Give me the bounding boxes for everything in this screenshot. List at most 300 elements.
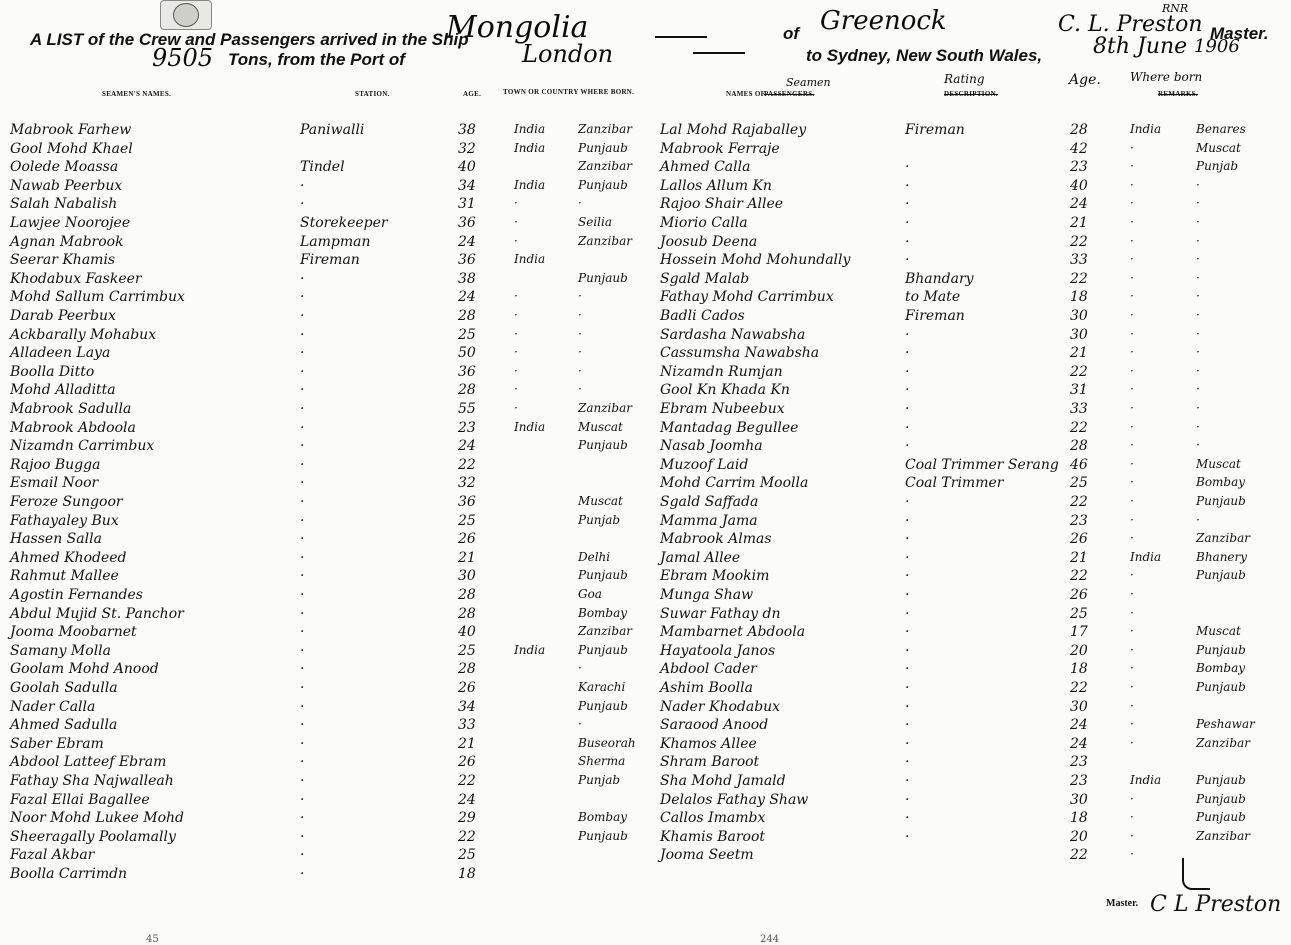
cell-age2: 23 bbox=[1070, 159, 1088, 176]
cell-c2: Karachi bbox=[578, 680, 626, 694]
cell-age: 24 bbox=[458, 438, 476, 455]
col-names-added: Seamen bbox=[786, 76, 831, 89]
cell-name2: Mabrook Ferraje bbox=[660, 140, 780, 157]
cell-station: · bbox=[300, 661, 305, 678]
manifest-row bbox=[0, 271, 1291, 289]
cell-name: Ackbarally Mohabux bbox=[10, 326, 157, 343]
cell-r2: Muscat bbox=[1196, 624, 1241, 639]
cell-r2: · bbox=[1196, 215, 1200, 229]
cell-name2: Ebram Nubeebux bbox=[660, 401, 785, 417]
bottom-mark-1: 45 bbox=[146, 934, 159, 945]
cell-c2: Zanzibar bbox=[578, 401, 632, 415]
cell-c1: · bbox=[514, 326, 518, 341]
cell-station: Storekeeper bbox=[300, 215, 388, 231]
cell-age: 36 bbox=[458, 494, 476, 510]
date-year: 1906 bbox=[1194, 36, 1240, 57]
cell-station: · bbox=[300, 345, 305, 362]
from-port: London bbox=[522, 40, 614, 68]
cell-name2: Jamal Allee bbox=[660, 549, 741, 566]
cell-name: Mabrook Sadulla bbox=[10, 401, 132, 417]
cell-rating: · bbox=[905, 326, 910, 343]
cell-r1: · bbox=[1130, 308, 1134, 322]
manifest-row bbox=[0, 178, 1291, 196]
cell-station: · bbox=[300, 642, 305, 659]
cell-c2: Goa bbox=[578, 587, 602, 601]
cell-age: 21 bbox=[458, 735, 476, 752]
cell-name: Fazal Akbar bbox=[10, 847, 95, 864]
cell-r1: · bbox=[1130, 680, 1134, 694]
cell-name: Nawab Peerbux bbox=[10, 177, 123, 194]
cell-age2: 28 bbox=[1070, 122, 1088, 138]
col-age: AGE. bbox=[463, 90, 482, 98]
cell-rating: · bbox=[905, 494, 910, 510]
cell-rating: · bbox=[905, 363, 910, 380]
cell-rating: · bbox=[905, 345, 910, 362]
cell-r2: Punjaub bbox=[1196, 773, 1246, 787]
cell-name: Fathay Sha Najwalleah bbox=[10, 773, 174, 789]
cell-r2: Zanzibar bbox=[1196, 735, 1250, 750]
cell-name: Ahmed Sadulla bbox=[10, 717, 118, 734]
cell-name2: Sardasha Nawabsha bbox=[660, 326, 806, 343]
cell-c2: Punjab bbox=[578, 773, 621, 787]
cell-r1: · bbox=[1130, 810, 1134, 825]
cell-r1: · bbox=[1130, 159, 1134, 174]
cell-c2: · bbox=[578, 382, 582, 397]
cell-name: Hassen Salla bbox=[10, 531, 102, 548]
cell-station: · bbox=[300, 456, 305, 473]
manifest-row bbox=[0, 196, 1291, 214]
cell-age2: 23 bbox=[1070, 754, 1088, 771]
cell-age2: 31 bbox=[1070, 382, 1088, 399]
cell-r2: Punjaub bbox=[1196, 642, 1246, 657]
cell-age: 24 bbox=[458, 791, 476, 808]
cell-station: · bbox=[300, 438, 305, 455]
stamp-seal-icon bbox=[173, 3, 199, 27]
cell-name2: Delalos Fathay Shaw bbox=[660, 791, 809, 808]
cell-r2: Punjaub bbox=[1196, 494, 1246, 508]
cell-c2: · bbox=[578, 289, 582, 304]
cell-c1: · bbox=[514, 363, 518, 378]
cell-name: Sheeragally Poolamally bbox=[10, 828, 176, 845]
cell-name: Abdool Latteef Ebram bbox=[10, 754, 167, 771]
manifest-row bbox=[0, 773, 1291, 791]
cell-rating: · bbox=[905, 177, 910, 194]
cell-age: 21 bbox=[458, 549, 476, 566]
manifest-row bbox=[0, 141, 1291, 159]
manifest-row bbox=[0, 457, 1291, 475]
cell-age2: 22 bbox=[1070, 363, 1088, 380]
cell-c1: · bbox=[514, 382, 518, 397]
manifest-row bbox=[0, 513, 1291, 531]
cell-c1: · bbox=[514, 289, 518, 304]
cell-name2: Gool Kn Khada Kn bbox=[660, 382, 790, 399]
cell-r1: · bbox=[1130, 791, 1134, 806]
cell-station: · bbox=[300, 196, 305, 213]
cell-age: 18 bbox=[458, 866, 476, 882]
cell-station: · bbox=[300, 308, 305, 324]
cell-c1: · bbox=[514, 401, 518, 415]
cell-r2: · bbox=[1196, 308, 1200, 322]
cell-r2: Punjaub bbox=[1196, 680, 1246, 694]
footer-master-label: Master. bbox=[1106, 898, 1139, 909]
cell-c1: · bbox=[514, 345, 518, 360]
cell-age: 30 bbox=[458, 568, 476, 585]
manifest-row bbox=[0, 159, 1291, 177]
cell-c2: · bbox=[578, 717, 582, 732]
cell-age2: 21 bbox=[1070, 345, 1088, 362]
cell-c2: · bbox=[578, 326, 582, 341]
cell-c2: Delhi bbox=[578, 549, 611, 564]
cell-age2: 23 bbox=[1070, 773, 1088, 789]
col-age2: Age. bbox=[1069, 72, 1101, 88]
cell-age: 28 bbox=[458, 587, 476, 603]
manifest-row bbox=[0, 550, 1291, 568]
cell-r2: Bombay bbox=[1196, 661, 1246, 676]
cell-c2: · bbox=[578, 345, 582, 360]
cell-r1: India bbox=[1130, 122, 1162, 136]
cell-rating: · bbox=[905, 419, 910, 436]
manifest-row bbox=[0, 810, 1291, 828]
cell-name: Abdul Mujid St. Panchor bbox=[10, 605, 184, 622]
cell-rating: · bbox=[905, 661, 910, 678]
cell-name: Goolam Mohd Anood bbox=[10, 661, 159, 678]
cell-r2: · bbox=[1196, 419, 1200, 434]
cell-c2: Zanzibar bbox=[578, 122, 632, 136]
cell-station: Paniwalli bbox=[300, 122, 365, 138]
cell-r1: · bbox=[1130, 847, 1134, 862]
cell-rating: · bbox=[905, 512, 910, 529]
cell-age2: 40 bbox=[1070, 177, 1088, 194]
cell-r1: · bbox=[1130, 456, 1134, 471]
cell-age: 22 bbox=[458, 773, 476, 789]
cell-c2: · bbox=[578, 196, 582, 211]
cell-name2: Sgald Saffada bbox=[660, 494, 759, 510]
cell-c1: · bbox=[514, 196, 518, 211]
cell-name2: Mambarnet Abdoola bbox=[660, 624, 806, 641]
cell-c2: Muscat bbox=[578, 494, 623, 508]
cell-name: Nizamdn Carrimbux bbox=[10, 438, 155, 455]
cell-name: Samany Molla bbox=[10, 642, 112, 659]
cell-r1: · bbox=[1130, 698, 1134, 713]
cell-age2: 20 bbox=[1070, 828, 1088, 845]
manifest-row bbox=[0, 829, 1291, 847]
cell-rating: · bbox=[905, 587, 910, 603]
cell-r1: · bbox=[1130, 587, 1134, 601]
cell-age: 22 bbox=[458, 456, 476, 473]
manifest-row bbox=[0, 847, 1291, 865]
cell-c2: · bbox=[578, 661, 582, 676]
cell-age: 25 bbox=[458, 642, 476, 659]
cell-station: · bbox=[300, 289, 305, 306]
col-names-prefix: NAMES OF bbox=[726, 90, 766, 98]
cell-r1: · bbox=[1130, 270, 1134, 285]
cell-name: Noor Mohd Lukee Mohd bbox=[10, 810, 185, 827]
cell-r2: Muscat bbox=[1196, 456, 1241, 471]
cell-c2: Punjaub bbox=[578, 828, 628, 843]
cell-age2: 18 bbox=[1070, 289, 1088, 306]
cell-name2: Hayatoola Janos bbox=[660, 642, 776, 659]
cell-name: Fathayaley Bux bbox=[10, 512, 119, 529]
cell-name: Agnan Mabrook bbox=[10, 233, 124, 250]
cell-rating: · bbox=[905, 828, 910, 845]
cell-rating: · bbox=[905, 401, 910, 417]
cell-name2: Hossein Mohd Mohundally bbox=[660, 252, 851, 269]
cell-age: 22 bbox=[458, 828, 476, 845]
cell-r1: · bbox=[1130, 196, 1134, 211]
cell-age: 25 bbox=[458, 512, 476, 529]
cell-name2: Lallos Allum Kn bbox=[660, 177, 772, 194]
home-port: Greenock bbox=[820, 6, 947, 36]
cell-name2: Ebram Mookim bbox=[660, 568, 770, 585]
cell-station: · bbox=[300, 177, 305, 194]
cell-rating: · bbox=[905, 549, 910, 566]
cell-name2: Rajoo Shair Allee bbox=[660, 196, 784, 213]
cell-age2: 26 bbox=[1070, 531, 1088, 548]
cell-age2: 25 bbox=[1070, 475, 1088, 492]
cell-rating: · bbox=[905, 531, 910, 548]
cell-r1: · bbox=[1130, 419, 1134, 434]
tonnage: 9505 bbox=[152, 44, 214, 72]
cell-age: 25 bbox=[458, 847, 476, 864]
cell-age: 38 bbox=[458, 270, 476, 287]
cell-c2: Sherma bbox=[578, 754, 626, 769]
cell-r2: Muscat bbox=[1196, 140, 1241, 155]
cell-station: · bbox=[300, 698, 305, 715]
manifest-row bbox=[0, 289, 1291, 307]
cell-age: 38 bbox=[458, 122, 476, 138]
cell-name: Saber Ebram bbox=[10, 735, 104, 752]
cell-name: Khodabux Faskeer bbox=[10, 270, 142, 287]
cell-age: 32 bbox=[458, 475, 476, 492]
cell-age: 28 bbox=[458, 308, 476, 324]
cell-r1: · bbox=[1130, 215, 1134, 229]
cell-name2: Badli Cados bbox=[660, 308, 745, 324]
cell-r1: · bbox=[1130, 475, 1134, 490]
cell-rating: · bbox=[905, 624, 910, 641]
cell-age2: 25 bbox=[1070, 605, 1088, 622]
cell-rating: · bbox=[905, 605, 910, 622]
cell-r1: · bbox=[1130, 438, 1134, 453]
cell-r2: · bbox=[1196, 233, 1200, 248]
cell-name: Gool Mohd Khael bbox=[10, 140, 133, 157]
cell-name: Seerar Khamis bbox=[10, 252, 116, 269]
cell-rating: to Mate bbox=[905, 289, 961, 306]
cell-c1: India bbox=[514, 122, 546, 136]
cell-r2: Bhanery bbox=[1196, 549, 1248, 564]
cell-age2: 46 bbox=[1070, 456, 1088, 473]
manifest-row bbox=[0, 736, 1291, 754]
cell-c2: Punjaub bbox=[578, 270, 628, 285]
cell-c2: Zanzibar bbox=[578, 159, 632, 174]
cell-c2: Punjab bbox=[578, 512, 621, 527]
cell-c2: · bbox=[578, 363, 582, 378]
cell-r2: · bbox=[1196, 512, 1200, 527]
cell-r2: Punjab bbox=[1196, 159, 1239, 174]
cell-c2: Punjaub bbox=[578, 568, 628, 583]
cell-age: 33 bbox=[458, 717, 476, 734]
cell-r2: · bbox=[1196, 270, 1200, 285]
cell-r2: · bbox=[1196, 382, 1200, 397]
cell-rating: Coal Trimmer bbox=[905, 475, 1004, 492]
cell-r2: Zanzibar bbox=[1196, 531, 1250, 546]
cell-age2: 33 bbox=[1070, 252, 1088, 269]
cell-c1: India bbox=[514, 419, 546, 434]
manifest-row bbox=[0, 866, 1291, 884]
footer-bracket bbox=[1182, 858, 1210, 890]
cell-r1: · bbox=[1130, 494, 1134, 508]
cell-station: · bbox=[300, 810, 305, 827]
cell-age2: 21 bbox=[1070, 215, 1088, 231]
cell-name: Mabrook Abdoola bbox=[10, 419, 136, 436]
dash-rule-1 bbox=[655, 36, 707, 38]
cell-station: · bbox=[300, 624, 305, 641]
cell-age2: 24 bbox=[1070, 735, 1088, 752]
cell-r1: · bbox=[1130, 624, 1134, 639]
cell-name: Agostin Fernandes bbox=[10, 587, 143, 603]
cell-rating: · bbox=[905, 791, 910, 808]
manifest-row bbox=[0, 234, 1291, 252]
cell-age: 28 bbox=[458, 661, 476, 678]
cell-c2: Bombay bbox=[578, 810, 628, 825]
cell-c2: Buseorah bbox=[578, 735, 636, 750]
cell-r1: · bbox=[1130, 512, 1134, 527]
cell-name2: Cassumsha Nawabsha bbox=[660, 345, 820, 362]
cell-name2: Ahmed Calla bbox=[660, 159, 751, 176]
cell-r2: · bbox=[1196, 345, 1200, 360]
cell-r2: · bbox=[1196, 438, 1200, 453]
cell-age: 36 bbox=[458, 215, 476, 231]
cell-rating: Fireman bbox=[905, 308, 965, 324]
manifest-row bbox=[0, 792, 1291, 810]
col-rating-struck: DESCRIPTION. bbox=[944, 90, 998, 98]
cell-r1: · bbox=[1130, 140, 1134, 155]
official-stamp bbox=[160, 0, 212, 30]
cell-name: Feroze Sungoor bbox=[10, 494, 123, 510]
cell-station: Lampman bbox=[300, 233, 371, 250]
cell-station: · bbox=[300, 866, 305, 882]
cell-rating: · bbox=[905, 568, 910, 585]
manifest-row bbox=[0, 531, 1291, 549]
cell-station: · bbox=[300, 735, 305, 752]
cell-name: Oolede Moassa bbox=[10, 159, 119, 176]
cell-age: 23 bbox=[458, 419, 476, 436]
manifest-row bbox=[0, 587, 1291, 605]
cell-age2: 30 bbox=[1070, 326, 1088, 343]
cell-age: 36 bbox=[458, 252, 476, 269]
cell-c2: Zanzibar bbox=[578, 624, 632, 639]
header-line1-prefix: A LIST of the Crew and Passengers arrived in the Ship bbox=[30, 30, 469, 49]
cell-rating: · bbox=[905, 754, 910, 771]
cell-station: · bbox=[300, 270, 305, 287]
cell-station: · bbox=[300, 494, 305, 510]
cell-name: Salah Nabalish bbox=[10, 196, 118, 213]
cell-rating: · bbox=[905, 252, 910, 269]
cell-r1: · bbox=[1130, 289, 1134, 304]
cell-c1: · bbox=[514, 215, 518, 229]
cell-name: Jooma Moobarnet bbox=[10, 624, 137, 641]
cell-age2: 30 bbox=[1070, 698, 1088, 715]
cell-r1: · bbox=[1130, 717, 1134, 732]
cell-age: 28 bbox=[458, 605, 476, 622]
cell-rating: · bbox=[905, 698, 910, 715]
cell-name2: Suwar Fathay dn bbox=[660, 605, 781, 622]
manifest-row bbox=[0, 215, 1291, 233]
cell-rating: · bbox=[905, 717, 910, 734]
cell-name2: Nasab Joomha bbox=[660, 438, 763, 455]
cell-station: · bbox=[300, 568, 305, 585]
cell-name2: Mohd Carrim Moolla bbox=[660, 475, 809, 492]
cell-c1: India bbox=[514, 642, 546, 657]
cell-r2: Zanzibar bbox=[1196, 828, 1250, 843]
cell-station: · bbox=[300, 717, 305, 734]
cell-r1: · bbox=[1130, 735, 1134, 750]
cell-name: Goolah Sadulla bbox=[10, 680, 118, 696]
cell-r1: · bbox=[1130, 401, 1134, 415]
cell-name2: Nizamdn Rumjan bbox=[660, 363, 783, 380]
cell-r2: · bbox=[1196, 196, 1200, 211]
manifest-row bbox=[0, 252, 1291, 270]
cell-name2: Muzoof Laid bbox=[660, 456, 749, 473]
date-day: 8th June bbox=[1093, 34, 1188, 59]
cell-r1: · bbox=[1130, 177, 1134, 192]
cell-station: · bbox=[300, 828, 305, 845]
cell-age: 34 bbox=[458, 177, 476, 194]
cell-name2: Callos Imambx bbox=[660, 810, 766, 827]
cell-age: 36 bbox=[458, 363, 476, 380]
manifest-row bbox=[0, 606, 1291, 624]
cell-name: Rajoo Bugga bbox=[10, 456, 101, 473]
col-born: TOWN OR COUNTRY WHERE BORN. bbox=[503, 88, 635, 96]
cell-age2: 18 bbox=[1070, 661, 1088, 678]
cell-age2: 33 bbox=[1070, 401, 1088, 417]
manifest-row bbox=[0, 717, 1291, 735]
cell-c1: India bbox=[514, 177, 546, 192]
manifest-row bbox=[0, 345, 1291, 363]
cell-c2: Punjaub bbox=[578, 642, 628, 657]
cell-age: 28 bbox=[458, 382, 476, 399]
cell-age2: 18 bbox=[1070, 810, 1088, 827]
cell-age2: 22 bbox=[1070, 233, 1088, 250]
cell-r1: · bbox=[1130, 326, 1134, 341]
cell-age2: 24 bbox=[1070, 717, 1088, 734]
cell-name: Mabrook Farhew bbox=[10, 122, 132, 138]
cell-r1: · bbox=[1130, 382, 1134, 397]
cell-c1: · bbox=[514, 233, 518, 248]
cell-station: Fireman bbox=[300, 252, 360, 269]
cell-r2: · bbox=[1196, 326, 1200, 341]
cell-age2: 26 bbox=[1070, 587, 1088, 603]
cell-name2: Jooma Seetm bbox=[660, 847, 754, 864]
cell-name2: Munga Shaw bbox=[660, 587, 754, 603]
cell-age2: 30 bbox=[1070, 308, 1088, 324]
cell-r2: · bbox=[1196, 252, 1200, 267]
cell-c2: Seilia bbox=[578, 215, 612, 229]
dash-rule-2 bbox=[693, 52, 745, 54]
cell-r1: · bbox=[1130, 363, 1134, 378]
cell-rating: · bbox=[905, 680, 910, 696]
cell-age2: 22 bbox=[1070, 419, 1088, 436]
cell-age: 26 bbox=[458, 680, 476, 696]
cell-station: · bbox=[300, 680, 305, 696]
cell-station: · bbox=[300, 605, 305, 622]
cell-name2: Nader Khodabux bbox=[660, 698, 781, 715]
cell-age2: 22 bbox=[1070, 680, 1088, 696]
cell-r1: · bbox=[1130, 661, 1134, 676]
cell-name: Lawjee Noorojee bbox=[10, 215, 131, 231]
manifest-row bbox=[0, 327, 1291, 345]
bottom-mark-2: 244 bbox=[760, 934, 780, 945]
cell-station: · bbox=[300, 363, 305, 380]
